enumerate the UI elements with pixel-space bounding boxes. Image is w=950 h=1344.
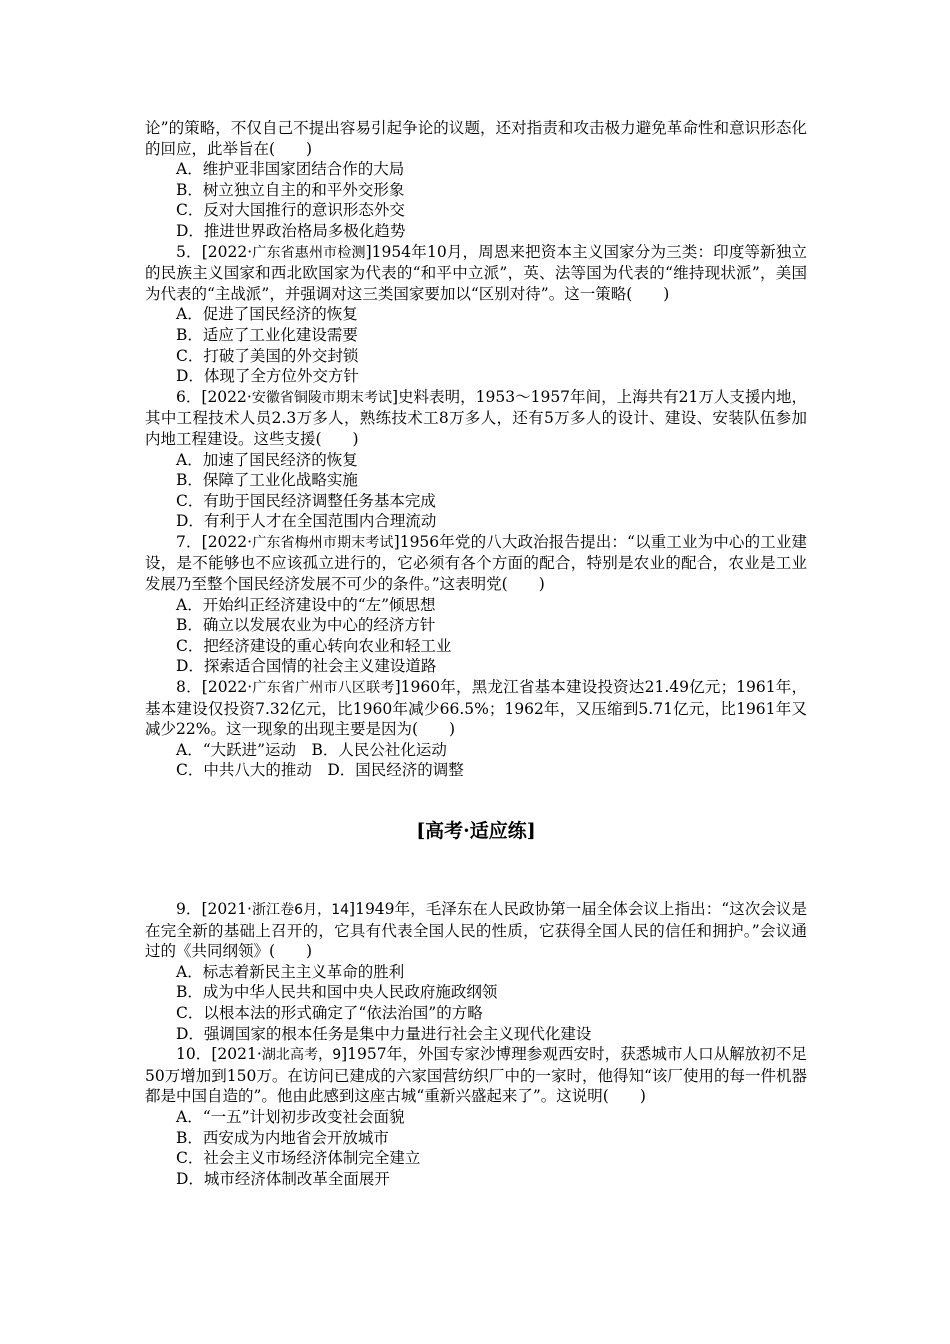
question-number: 9．[2021· <box>176 900 252 918</box>
question-6 <box>145 387 807 450</box>
question-source: 广东省惠州市检测 <box>252 244 366 261</box>
question-7 <box>145 532 807 595</box>
question-number: 6．[2022· <box>176 387 252 406</box>
question-text: ]1960年，黑龙江省基本建设投资达21.49亿元；1961年，基本建设仅投资7.32亿元，比1960年减少66.5%；1962年，又压缩到5.71亿元，比1961年又减少22%。这一现象的出现主要是因为( ) <box>145 678 807 739</box>
question-text: ]1957年，外国专家沙博理参观西安时，获悉城市人口从解放初不足50万增加到150万。在访问已建成的六家国营纺织厂中的一家时，他得知“该厂使用的每一件机器都是中国自造的”。他由此感到这座古城“重新兴盛起来了”。这说明( ) <box>145 1045 807 1106</box>
document-page <box>145 118 807 1189</box>
option: C．有助于国民经济调整任务基本完成 <box>176 491 436 510</box>
question-text: ]1956年党的八大政治报告提出：“以重工业为中心的工业建设，是不能够也不应该孤立进行的，它必须有各个方面的配合，特别是农业的配合，农业是工业发展乃至整个国民经济发展不可少的条件。”这表明党( ) <box>145 532 808 594</box>
question-9 <box>145 899 807 962</box>
question-number: 8．[2022· <box>176 678 253 697</box>
question-source: 湖北高考，9 <box>261 1047 342 1064</box>
question-4-continuation: 论”的策略，不仅自己不提出容易引起争论的议题，还对指责和攻击极力避免革命性和意识形态化的回应，此举旨在( ) <box>145 119 807 158</box>
option: C．中共八大的推动 D．国民经济的调整 <box>176 761 464 780</box>
question-text: ]1954年10月，周恩来把资本主义国家分为三类：印度等新独立的民族主义国家和西北欧国家为代表的“和平中立派”，英、法等国为代表的“维持现状派”，美国为代表的“主战派”，并强调对这三类国家要加以“区别对待”。这一策略( ) <box>145 242 807 303</box>
option: B．确立以发展农业为中心的经济方针 <box>176 616 436 635</box>
option: B．保障了工业化战略实施 <box>176 471 358 490</box>
question-number: 10．[2021· <box>176 1045 262 1064</box>
option: D．城市经济体制改革全面展开 <box>176 1169 390 1188</box>
option: C．打破了美国的外交封锁 <box>176 346 359 365</box>
option: D．体现了全方位外交方针 <box>176 367 359 386</box>
option: A．促进了国民经济的恢复 <box>176 305 358 324</box>
option: D．推进世界政治格局多极化趋势 <box>176 221 406 240</box>
question-text: ]1949年，毛泽东在人民政协第一届全体会议上指出：“这次会议是在完全新的基础上召开的，它具有代表全国人民的性质，它获得全国人民的信任和拥护。”会议通过的《共同纲领》( ) <box>145 900 807 961</box>
section-title: [高考·适应练] <box>416 820 536 842</box>
option: D．探索适合国情的社会主义建设道路 <box>176 657 437 676</box>
option: B．适应了工业化建设需要 <box>176 325 358 344</box>
option: A．标志着新民主主义革命的胜利 <box>176 962 405 981</box>
option: A．“大跃进”运动 B．人民公社化运动 <box>176 740 447 759</box>
option: A．维护亚非国家团结合作的大局 <box>176 160 405 179</box>
question-number: 5．[2022· <box>176 242 253 261</box>
question-10 <box>145 1044 807 1107</box>
option: B．西安成为内地省会开放城市 <box>176 1128 389 1147</box>
option: A．加速了国民经济的恢复 <box>176 450 358 469</box>
option: C．社会主义市场经济体制完全建立 <box>176 1149 421 1168</box>
question-source: 安徽省铜陵市期末考试 <box>251 389 392 406</box>
question-text: ]史料表明，1953～1957年间，上海共有21万人支援内地，其中工程技术人员2.3万多人，熟练技术工8万多人，还有5万多人的设计、建设、安装队伍参加内地工程建设。这些支援( ) <box>145 387 807 448</box>
option: B．成为中华人民共和国中央人民政府施政纲领 <box>176 983 498 1002</box>
question-source: 浙江卷6月，14 <box>251 902 350 918</box>
question-5 <box>145 242 807 305</box>
option: A．开始纠正经济建设中的“左”倾思想 <box>176 595 436 614</box>
option: C．以根本法的形式确定了“依法治国”的方略 <box>176 1003 483 1022</box>
option: B．树立独立自主的和平外交形象 <box>176 180 405 199</box>
question-source: 广东省广州市八区联考 <box>252 680 395 697</box>
option: D．有利于人才在全国范围内合理流动 <box>176 512 437 531</box>
option: D．强调国家的根本任务是集中力量进行社会主义现代化建设 <box>176 1024 592 1043</box>
question-number: 7．[2022· <box>176 532 253 551</box>
option: C．把经济建设的重心转向农业和轻工业 <box>176 636 452 655</box>
option: A．“一五”计划初步改变社会面貌 <box>176 1107 405 1126</box>
option: C．反对大国推行的意识形态外交 <box>176 201 405 220</box>
question-8 <box>145 677 807 740</box>
question-source: 广东省梅州市期末考试 <box>252 534 394 551</box>
